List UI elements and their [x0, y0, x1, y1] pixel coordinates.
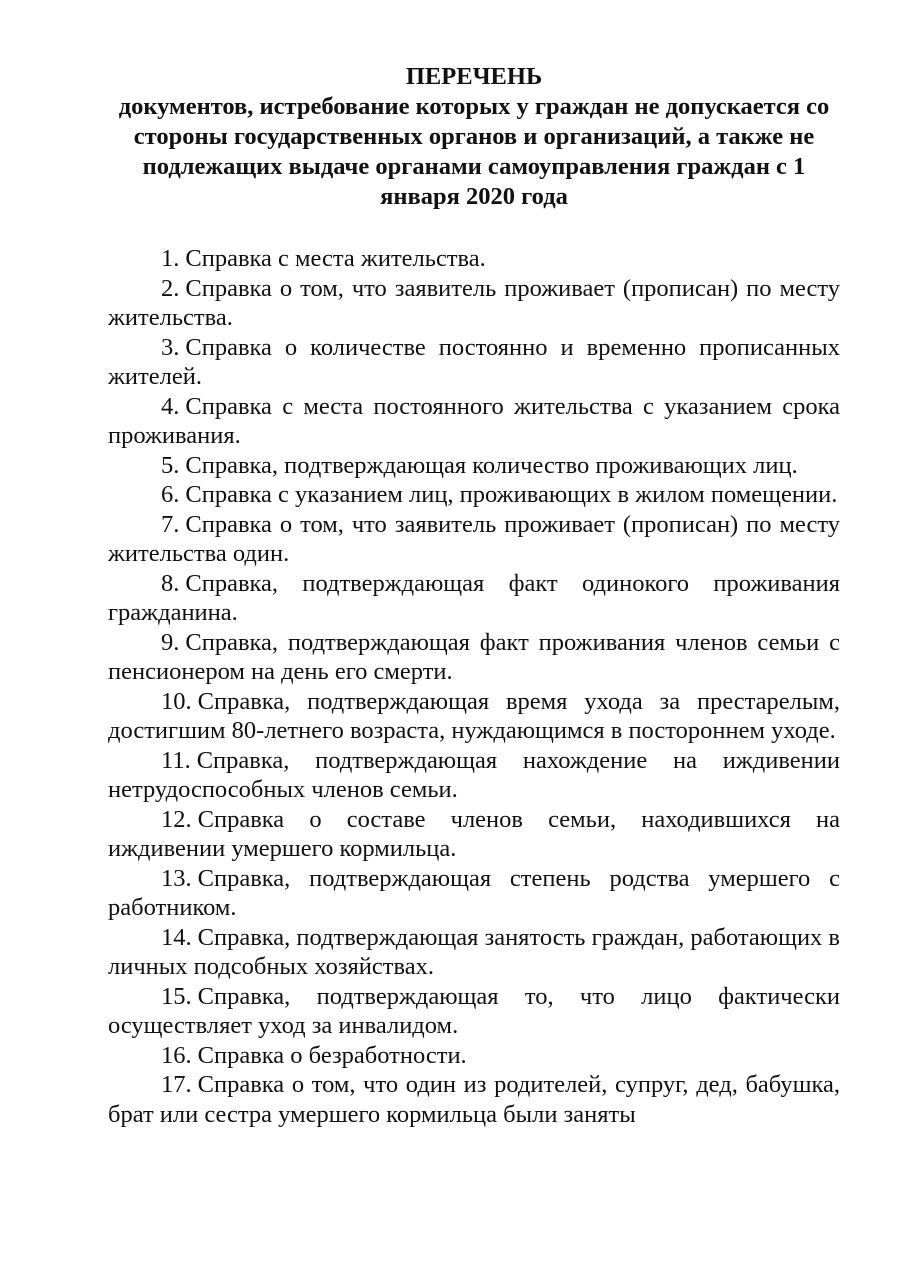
list-item-text: Справка, подтверждающая факт проживания членов семьи с пенсионером на день его смерти.: [108, 628, 840, 685]
list-item: [108, 480, 840, 510]
list-item-text: Справка о составе членов семьи, находившихся на иждивении умершего кормильца.: [108, 805, 840, 862]
list-item-number: 9.: [161, 628, 180, 656]
list-item-number: 1.: [161, 245, 180, 272]
list-item-text: Справка, подтверждающая то, что лицо фактически осуществляет уход за инвалидом.: [108, 982, 840, 1039]
list-item-text: Справка о том, что заявитель проживает (прописан) по месту жительства один.: [108, 510, 840, 567]
list-item: [108, 510, 840, 569]
list-item: [108, 451, 840, 481]
list-item-text: Справка с места постоянного жительства с указанием срока проживания.: [108, 392, 840, 449]
list-item: [108, 569, 840, 628]
list-item-text: Справка, подтверждающая занятость граждан, работающих в личных подсобных хозяйствах.: [108, 923, 840, 980]
list-item: [108, 923, 840, 982]
list-item-number: 7.: [161, 510, 180, 538]
list-item-number: 10.: [161, 687, 192, 715]
list-item-text: Справка о количестве постоянно и временно прописанных жителей.: [108, 333, 840, 390]
list-item-number: 12.: [161, 805, 192, 833]
list-item-number: 2.: [161, 274, 180, 302]
list-item: [108, 1070, 840, 1129]
list-item-text: Справка, подтверждающая время ухода за престарелым, достигшим 80-летнего возраста, нуждающимся в постороннем уходе.: [108, 687, 840, 744]
list-item-text: Справка о том, что заявитель проживает (прописан) по месту жительства.: [108, 274, 840, 331]
list-item: [108, 333, 840, 392]
document-item-list: [108, 244, 840, 1129]
list-item-number: 4.: [161, 392, 180, 420]
list-item-text: Справка с указанием лиц, проживающих в жилом помещении.: [185, 481, 838, 508]
list-item-number: 15.: [161, 982, 192, 1010]
document-title-block: [108, 62, 840, 212]
document-page: [108, 62, 840, 1129]
list-item: [108, 244, 840, 274]
list-item-number: 5.: [161, 451, 180, 479]
list-item: [108, 805, 840, 864]
list-item: [108, 864, 840, 923]
list-item-number: 8.: [161, 569, 180, 597]
list-item: [108, 274, 840, 333]
list-item-text: Справка, подтверждающая степень родства умершего с работником.: [108, 864, 840, 921]
document-subheading: документов, истребование которых у граждан не допускается со стороны государственных органов и организаций, а также не подлежащих выдаче органами самоуправления граждан с 1 января 2020 года: [118, 93, 830, 210]
list-item-text: Справка, подтверждающая факт одинокого проживания гражданина.: [108, 569, 840, 626]
list-item: [108, 982, 840, 1041]
list-item-text: Справка о безработности.: [197, 1041, 467, 1069]
list-item: [108, 687, 840, 746]
list-item-text: Справка о том, что один из родителей, супруг, дед, бабушка, брат или сестра умершего кормильца были заняты: [108, 1071, 840, 1128]
list-item-text: Справка с места жительства.: [185, 245, 486, 272]
list-item: [108, 746, 840, 805]
list-item: [108, 1041, 840, 1071]
list-item-number: 16.: [161, 1041, 192, 1069]
list-item-number: 13.: [161, 864, 192, 892]
list-item: [108, 628, 840, 687]
list-item-text: Справка, подтверждающая количество проживающих лиц.: [185, 451, 798, 479]
list-item-number: 14.: [161, 923, 192, 951]
list-item-number: 11.: [161, 746, 191, 774]
list-item-number: 17.: [161, 1071, 192, 1098]
list-item: [108, 392, 840, 451]
list-item-number: 3.: [161, 333, 180, 361]
list-item-number: 6.: [161, 481, 180, 508]
document-heading: ПЕРЕЧЕНЬ: [405, 63, 543, 90]
list-item-text: Справка, подтверждающая нахождение на иждивении нетрудоспособных членов семьи.: [108, 746, 840, 803]
